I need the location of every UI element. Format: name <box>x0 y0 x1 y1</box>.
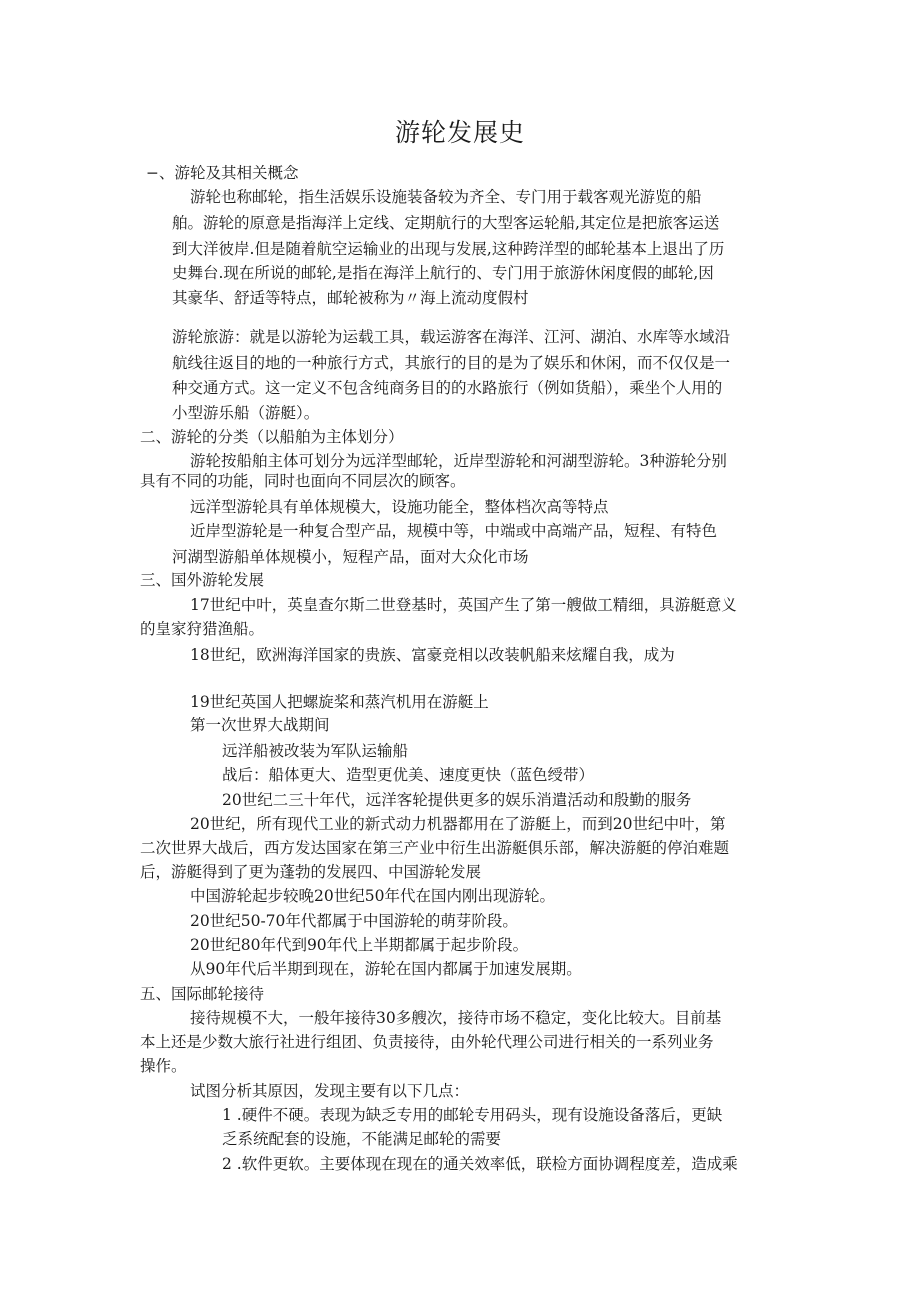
paragraph-line: 其豪华、舒适等特点，邮轮被称为〃海上流动度假村 <box>172 289 529 307</box>
paragraph-line: 航线往返目的地的一种旅行方式，其旅行的目的是为了娱乐和休闲，而不仅仅是一 <box>172 354 731 372</box>
paragraph-line: 近岸型游轮是一种复合型产品，规模中等，中端或中高端产品，短程、有特色 <box>190 522 718 540</box>
section-heading-2: 二、游轮的分类（以船舶为主体划分） <box>140 428 404 446</box>
section-heading-1: −、游轮及其相关概念 <box>146 164 299 182</box>
section-heading-3: 三、国外游轮发展 <box>140 571 265 589</box>
section-heading-5: 五、国际邮轮接待 <box>140 985 265 1003</box>
paragraph-line: 游轮按船舶主体可划分为远洋型邮轮，近岸型游轮和河湖型游轮。3种游轮分别 <box>190 452 727 470</box>
paragraph-line: 史舞台.现在所说的邮轮,是指在海洋上航行的、专门用于旅游休闲度假的邮轮,因 <box>172 264 714 282</box>
paragraph-line: 19世纪英国人把螺旋桨和蒸汽机用在游艇上 <box>190 693 489 711</box>
paragraph-line: 中国游轮起步较晚20世纪50年代在国内刚出现游轮。 <box>190 887 555 905</box>
list-item: 乏系统配套的设施，不能满足邮轮的需要 <box>222 1130 502 1148</box>
list-item: 2 .软件更软。主要体现在现在的通关效率低，联检方面协调程度差，造成乘 <box>222 1155 738 1173</box>
paragraph-line: 本上还是少数大旅行社进行组团、负责接待，由外轮代理公司进行相关的一系列业务 <box>140 1033 714 1051</box>
paragraph-line: 二次世界大战后，西方发达国家在第三产业中衍生出游艇俱乐部，解决游艇的停泊难题 <box>140 839 730 857</box>
paragraph-line: 远洋型游轮具有单体规模大，设施功能全，整体档次高等特点 <box>190 498 609 516</box>
paragraph-line: 到大洋彼岸.但是随着航空运输业的出现与发展,这种跨洋型的邮轮基本上退出了历 <box>172 240 725 258</box>
paragraph-line: 操作。 <box>140 1057 187 1075</box>
paragraph-line: 河湖型游船单体规模小，短程产品，面对大众化市场 <box>172 548 529 566</box>
paragraph-line: 20世纪80年代到90年代上半期都属于起步阶段。 <box>190 936 529 954</box>
paragraph-line: 接待规模不大，一般年接待30多艘次，接待市场不稳定，变化比较大。目前基 <box>190 1009 722 1027</box>
paragraph-line: 小型游乐船（游艇）。 <box>172 404 320 422</box>
paragraph-line: 远洋船被改装为军队运输船 <box>222 742 409 760</box>
page-title: 游轮发展史 <box>394 118 525 147</box>
paragraph-line: 游轮旅游：就是以游轮为运载工具，载运游客在海洋、江河、湖泊、水库等水域沿 <box>172 328 731 346</box>
paragraph-line: 第一次世界大战期间 <box>190 716 330 734</box>
paragraph-line: 具有不同的功能，同时也面向不同层次的顾客。 <box>140 472 466 490</box>
paragraph-line: 17世纪中叶，英皇查尔斯二世登基时，英国产生了第一艘做工精细，具游艇意义 <box>190 596 737 614</box>
paragraph-line: 20世纪二三十年代，远洋客轮提供更多的娱乐消遣活动和殷勤的服务 <box>222 791 692 809</box>
paragraph-line: 舶。游轮的原意是指海洋上定线、定期航行的大型客运轮船,其定位是把旅客运送 <box>172 214 720 232</box>
paragraph-line: 20世纪，所有现代工业的新式动力机器都用在了游艇上，而到20世纪中叶，第 <box>190 815 726 833</box>
paragraph-line: 从90年代后半期到现在，游轮在国内都属于加速发展期。 <box>190 960 582 978</box>
paragraph-line: 18世纪，欧洲海洋国家的贵族、富豪竞相以改装帆船来炫耀自我，成为 <box>190 646 675 664</box>
paragraph-line: 试图分析其原因，发现主要有以下几点： <box>190 1082 470 1100</box>
list-item: 1 .硬件不硬。表现为缺乏专用的邮轮专用码头，现有设施设备落后，更缺 <box>222 1106 723 1124</box>
paragraph-line: 20世纪50-70年代都属于中国游轮的萌芽阶段。 <box>190 912 518 930</box>
paragraph-line: 游轮也称邮轮，指生活娱乐设施装备较为齐全、专门用于载客观光游览的船 <box>190 188 702 206</box>
paragraph-line: 战后：船体更大、造型更优美、速度更快（蓝色绶带） <box>222 766 595 784</box>
paragraph-line: 种交通方式。这一定义不包含纯商务目的的水路旅行（例如货船），乘坐个人用的 <box>172 379 723 397</box>
paragraph-line: 的皇家狩猎渔船。 <box>140 620 265 638</box>
paragraph-line: 后，游艇得到了更为蓬勃的发展四、中国游轮发展 <box>140 863 482 881</box>
